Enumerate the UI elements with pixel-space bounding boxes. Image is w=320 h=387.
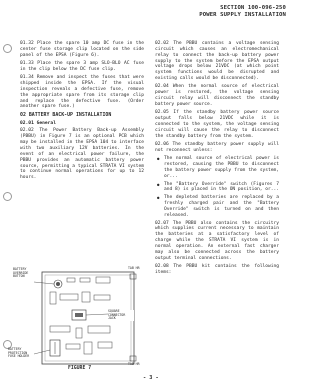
component <box>67 278 75 282</box>
component <box>76 328 82 338</box>
paragraph: 01.32 Place the spare 10 amp DC fuse in the center fuse storage clip located on the side panel of the EPSA (Figure 6). <box>20 41 144 58</box>
label-fuse-holder: BATTERY PROTECTION FUSE HOLDER <box>8 347 30 359</box>
leader-line <box>34 282 54 284</box>
section-title: POWER SUPPLY INSTALLATION <box>199 11 286 18</box>
label-square-connector: SQUARE CONNECTOR JACK <box>108 310 134 321</box>
component <box>84 342 92 354</box>
bullet-item: ● The normal source of electrical power is restored, causing the PBBU to disconnect the battery power supply from the system, or... <box>164 156 279 179</box>
section-heading: 02 BATTERY BACK-UP INSTALLATION <box>20 111 112 118</box>
label-tab-top: TAB HR <box>128 266 140 270</box>
paragraph: 02.02 The PBBU contains a voltage sensing circuit which causes an electromechanical relay to connect the back-up battery power supply to the system before the EPSA output voltage drops below 21VDC (at which point system functions would be disrupted and existing calls would be disconnected). <box>155 41 279 82</box>
figure-7-pcb-diagram <box>8 266 146 371</box>
paragraph: 02.02 The Power Battery Back-up Assembly (PBBU) in Figure 7 is an optional PCB which may be installed in the EPSA 104 to interface with two auxiliary 12V batteries. In the event of an electrical power failure, the PBBU provides an automatic battery power source, permitting a typical STRATA VI system to continue normal operations for up to 12 hours. <box>20 128 144 181</box>
paragraph: 02.07 The PBBU also contains the circuitry which supplies current necessary to maintain the batteries at a satisfactory level of charge while the STRATA VI system is in normal operation. An external fast charger may also be connected across the battery output terminal connections. <box>155 220 279 261</box>
override-button-center <box>56 282 60 286</box>
page-number: - 3 - <box>143 375 159 381</box>
component <box>66 344 80 349</box>
label-override-button: BATTERY OVERRIDE BUTTON <box>13 267 29 279</box>
paragraph: 01.34 Remove and inspect the fuses that were shipped inside the EPSA. If the visual inspection reveals a defective fuse, remove the appropriate spare from its storage clip and replace the defective fuse. (Order another spare fuse.) <box>20 75 144 110</box>
page-header <box>199 5 286 18</box>
bullet-list <box>155 156 279 218</box>
label-tab-bottom: TAB HR <box>128 362 140 366</box>
connector-socket <box>75 313 83 317</box>
component <box>98 342 112 348</box>
paragraph: 02.08 The PBBU kit contains the following items: <box>155 264 279 275</box>
component <box>94 295 110 300</box>
paragraph: 01.33 Place the spare 3 amp SLO-BLO AC fuse in the clip below the DC fuse clip. <box>20 61 144 72</box>
paragraph: 02.06 The standby battery power supply will not reconnect unless: <box>155 142 279 153</box>
component <box>80 278 90 282</box>
bullet-item: ● The "Battery Override" switch (Figures 7 and 8) is placed in the ON position, or... <box>164 182 279 194</box>
section-number: SECTION 100-096-250 <box>220 5 286 11</box>
ic-chip <box>60 294 78 300</box>
binder-hole <box>3 44 12 53</box>
component <box>50 326 70 332</box>
paragraph: 02.04 When the normal source of electrical power is restored, the voltage sensing circuit relay will disconnect the standby battery power source. <box>155 84 279 107</box>
bullet-item: ● The depleted batteries are replaced by a freshly charged pair and the "Battery Override" switch is turned on and then released. <box>164 195 279 218</box>
paragraph: 02.05 If the standby battery power source output falls below 21VDC while it is connected to the system, the voltage sensing circuit will cause the relay to disconnect the standby battery from the system. <box>155 110 279 139</box>
left-column <box>20 41 144 184</box>
relay <box>96 277 110 283</box>
figure-caption: FIGURE 7 <box>68 366 92 371</box>
subsection-heading: 02.01 General <box>20 120 56 126</box>
right-column <box>155 41 279 278</box>
binder-hole <box>3 192 12 201</box>
ic-chip <box>88 326 110 333</box>
component <box>50 292 56 304</box>
leader-line <box>86 314 108 315</box>
component <box>82 292 90 302</box>
